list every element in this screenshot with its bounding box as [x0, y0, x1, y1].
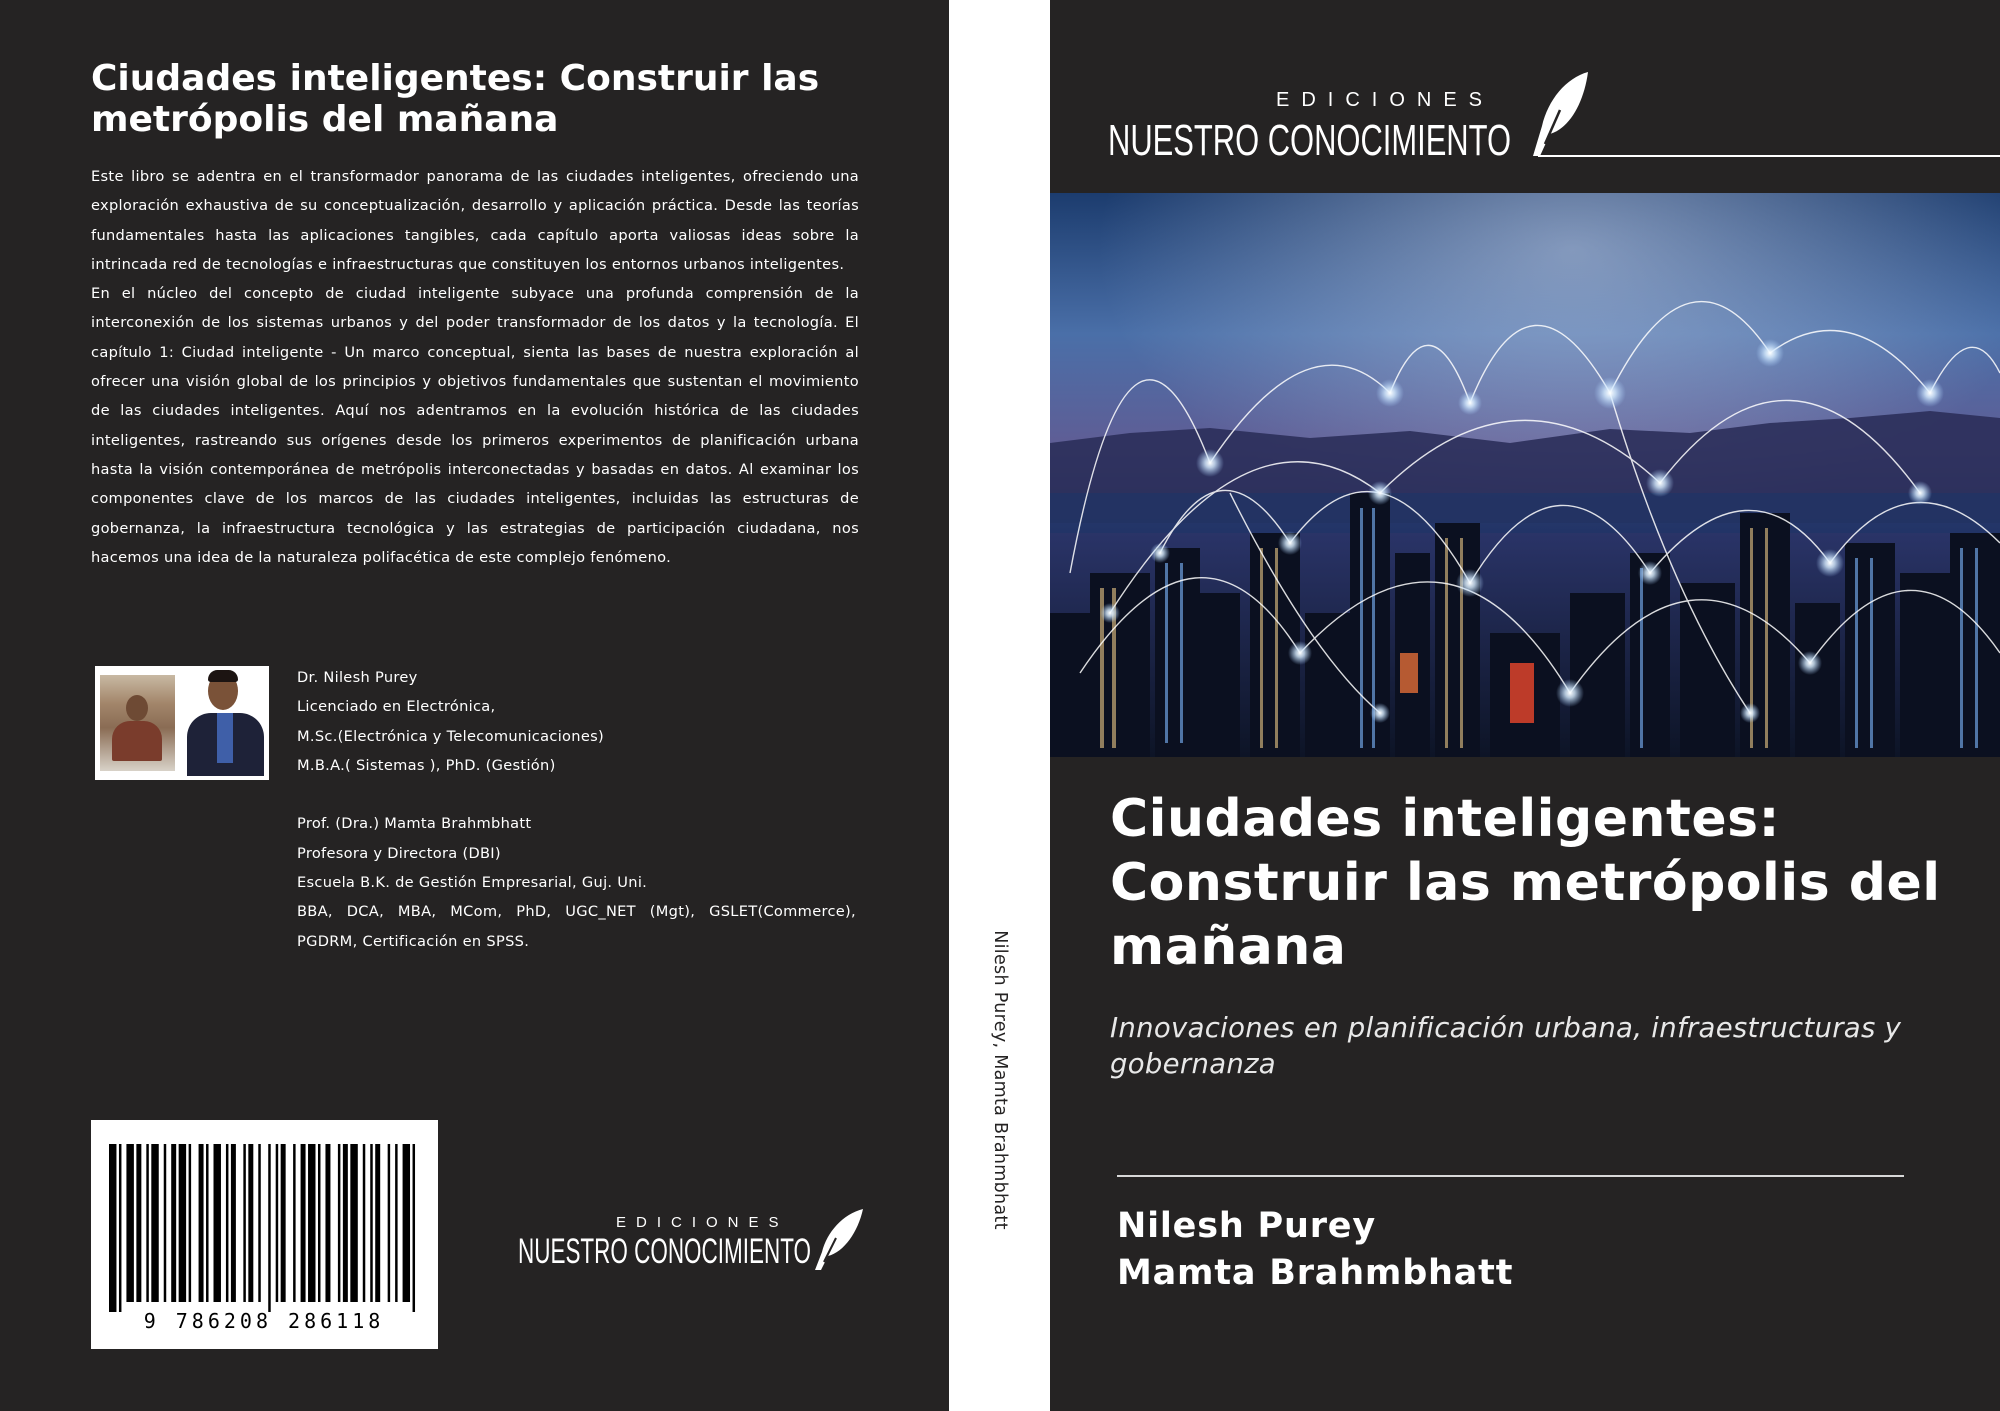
barcode-bar — [388, 1144, 390, 1302]
barcode-bar — [164, 1144, 166, 1302]
barcode-bar — [403, 1144, 410, 1302]
author-bio-line: PGDRM, Certificación en SPSS. — [297, 932, 530, 950]
barcode-bar — [308, 1144, 315, 1302]
barcode-bar — [243, 1144, 245, 1302]
isbn-barcode — [91, 1120, 438, 1349]
publisher-bottom-line: NUESTRO CONOCIMIENTO — [1108, 116, 1511, 160]
author-bio-line: Dr. Nilesh Purey — [297, 669, 418, 686]
barcode-bar — [293, 1144, 295, 1302]
blurb-paragraph: En el núcleo del concepto de ciudad inteligente subyace una profunda comprensión de la interconexión de los sistemas urbanos y del poder transformador de los datos y la tecnología. El capítulo 1: Ciudad inteligente - Un marco conceptual, sienta las bases de nuestra exploración al ofrecer una visión global de los principios y objetivos fundamentales que sustentan el movimiento de las ciudades inteligentes. Aquí nos adentramos en la evolución histórica de las ciudades inteligentes, rastreando sus orígenes desde los primeros experimentos de planificación urbana hasta la visión contemporánea de metrópolis interconectadas y basadas en datos. Al examinar los componentes clave de los marcos de las ciudades inteligentes, incluidas las estructuras de gobernanza, la infraestructura tecnológica y las estrategias de participación ciudadana, nos hacemos una idea de la naturaleza polifacética de este complejo fenómeno. — [91, 285, 859, 566]
barcode-bar — [318, 1144, 320, 1302]
city-skyline-image — [1050, 193, 2000, 757]
barcode-bar — [199, 1144, 204, 1302]
publisher-top-line: EDICIONES — [616, 1214, 789, 1231]
barcode-bar — [119, 1144, 121, 1312]
publisher-top-line: EDICIONES — [1276, 89, 1495, 111]
author-name: Mamta Brahmbhatt — [1117, 1253, 1514, 1293]
quill-pen-icon — [1533, 72, 1588, 156]
barcode-bar — [350, 1144, 357, 1302]
barcode-bar — [375, 1144, 380, 1302]
barcode-bar — [109, 1144, 116, 1312]
author-bio-line: M.Sc.(Electrónica y Telecomunicaciones) — [297, 727, 605, 745]
barcode-bar — [214, 1144, 221, 1302]
logo-underline — [1538, 155, 2000, 157]
back-cover-blurb — [91, 162, 859, 572]
barcode-bar — [136, 1144, 141, 1302]
barcode-bar — [325, 1144, 330, 1302]
front-cover-subtitle: Innovaciones en planificación urbana, infraestructuras y gobernanza — [1110, 1012, 1902, 1080]
author-name: Nilesh Purey — [1117, 1206, 1376, 1246]
author-bio-line: Licenciado en Electrónica, — [297, 698, 496, 716]
barcode-bar — [268, 1144, 270, 1312]
barcode-bar — [179, 1144, 186, 1302]
publisher-logo-back — [518, 1208, 863, 1274]
barcode-bar — [206, 1144, 208, 1302]
barcode-bar — [126, 1144, 133, 1302]
barcode-bar — [276, 1144, 278, 1302]
divider — [1117, 1175, 1904, 1177]
author-bio-line: Escuela B.K. de Gestión Empresarial, Guj. Uni. — [297, 874, 648, 892]
front-cover — [1050, 0, 2000, 1411]
barcode-bar — [370, 1144, 372, 1302]
author-bios — [297, 663, 856, 956]
author-bio-line: BBA, DCA, MBA, MCom, PhD, UGC_NET (Mgt), GSLET(Commerce), — [297, 903, 856, 921]
barcode-bar — [171, 1144, 176, 1302]
barcode-bar — [301, 1144, 306, 1302]
barcode-bar — [363, 1144, 365, 1302]
author-bio-line: Prof. (Dra.) Mamta Brahmbhatt — [297, 815, 532, 833]
back-cover — [0, 0, 949, 1411]
spine-authors: Nilesh Purey, Mamta Brahmbhatt — [990, 930, 1010, 1230]
barcode-bar — [248, 1144, 253, 1302]
barcode-icon — [109, 1144, 420, 1332]
author-bio-line: M.B.A.( Sistemas ), PhD. (Gestión) — [297, 756, 556, 774]
barcode-bar — [258, 1144, 260, 1302]
quill-pen-icon — [815, 1209, 863, 1270]
isbn-digits: 9 786208 286118 — [143, 1309, 385, 1332]
barcode-bar — [231, 1144, 236, 1302]
barcode-bar — [146, 1144, 148, 1302]
barcode-bar — [343, 1144, 348, 1302]
author-photos — [95, 666, 269, 780]
barcode-bar — [281, 1144, 286, 1302]
publisher-bottom-line: NUESTRO CONOCIMIENTO — [518, 1230, 811, 1271]
back-cover-title: Ciudades inteligentes: Construir las metrópolis del mañana — [91, 58, 820, 140]
barcode-bar — [413, 1144, 415, 1312]
author-bio-line: Profesora y Directora (DBI) — [297, 844, 501, 862]
publisher-logo-front — [1108, 70, 2000, 160]
barcode-bar — [151, 1144, 158, 1302]
blurb-paragraph: Este libro se adentra en el transformador panorama de las ciudades inteligentes, ofreciendo una exploración exhaustiva de su conceptualización, desarrollo y aplicación práctica. Desde las teorías fundamentales hasta las aplicaciones tangibles, cada capítulo aporta valiosas ideas sobre la intrincada red de tecnologías e infraestructuras que constituyen los entornos urbanos inteligentes. — [91, 168, 859, 273]
front-cover-title: Ciudades inteligentes: Construir las metrópolis del mañana — [1110, 789, 1941, 977]
barcode-bar — [338, 1144, 340, 1302]
barcode-bar — [189, 1144, 191, 1302]
author-photo-nilesh — [187, 669, 264, 776]
front-cover-authors — [1117, 1203, 1513, 1297]
author-photo-mamta — [100, 675, 175, 771]
barcode-bar — [226, 1144, 228, 1302]
barcode-bar — [395, 1144, 397, 1302]
